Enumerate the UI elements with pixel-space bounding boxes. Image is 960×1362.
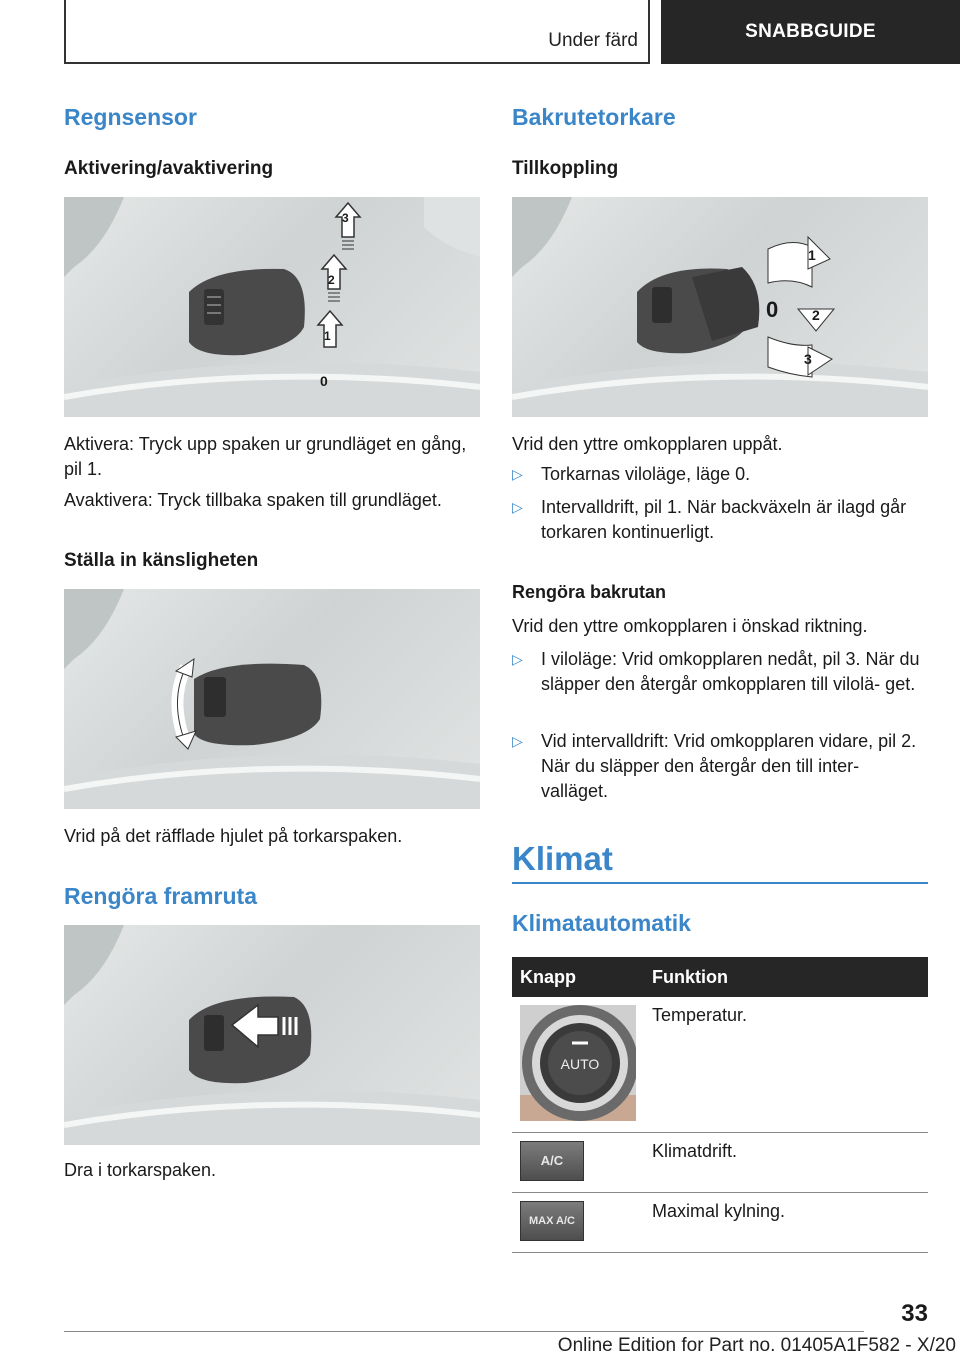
table-row xyxy=(512,997,928,1132)
header-tab-snabbguide[interactable]: SNABBGUIDE xyxy=(661,0,960,64)
rear-arrow-label-3: 3 xyxy=(804,351,812,367)
front-wash-lever-image xyxy=(64,925,480,1145)
footer-divider xyxy=(64,1331,864,1332)
rear-arrow-label-0: 0 xyxy=(766,297,779,322)
tillkoppling-heading: Tillkoppling xyxy=(512,158,619,179)
sensitivity-text: Vrid på det räfflade hjulet på torkarspaken. xyxy=(64,826,403,846)
aktivering-heading: Aktivering/avaktivering xyxy=(64,158,274,179)
rear-arrow-label-1: 1 xyxy=(808,247,816,263)
table-header-row xyxy=(512,957,928,997)
svg-text:AUTO: AUTO xyxy=(560,1056,600,1072)
max-ac-button-cell xyxy=(512,1192,644,1252)
arrow-label-3: 3 xyxy=(342,211,349,225)
arrow-label-0: 0 xyxy=(320,373,328,389)
page-number: 33 xyxy=(901,1300,928,1327)
climate-buttons-table xyxy=(512,957,928,1253)
bullet-triangle-icon: ▷ xyxy=(512,466,523,482)
rear-arrow-label-2: 2 xyxy=(812,307,820,323)
header-funktion: Funktion xyxy=(644,957,928,997)
regnsensor-title: Regnsensor xyxy=(64,104,197,130)
bullet-triangle-icon: ▷ xyxy=(512,499,523,515)
klimat-divider xyxy=(512,882,928,884)
auto-button-cell xyxy=(512,997,644,1132)
header-section-title: Under färd xyxy=(548,30,638,51)
dra-text: Dra i torkarspaken. xyxy=(64,1160,217,1180)
ac-button-icon: A/C xyxy=(520,1141,584,1181)
table-row xyxy=(512,1192,928,1252)
ac-button-cell xyxy=(512,1132,644,1192)
arrow-label-2: 2 xyxy=(328,273,335,287)
aktivera-text: Aktivera: Tryck upp spaken ur grundläget en gång, pil 1. xyxy=(64,434,467,479)
auto-knob-icon xyxy=(520,1005,636,1121)
vrid-uppat-text: Vrid den yttre omkopplaren uppåt. xyxy=(512,434,783,454)
bakrutetorkare-title: Bakrutetorkare xyxy=(512,104,676,130)
bullet-triangle-icon: ▷ xyxy=(512,651,523,667)
footer-edition: Online Edition for Part no. 01405A1F582 - X/20 xyxy=(557,1335,956,1356)
rengora-bakrutan-heading: Rengöra bakrutan xyxy=(512,582,667,602)
function-klimatdrift: Klimatdrift. xyxy=(644,1132,928,1192)
bullet-triangle-icon: ▷ xyxy=(512,733,523,749)
rear-wiper-switch-image xyxy=(512,197,928,417)
klimat-title: Klimat xyxy=(512,840,613,877)
rengora-framruta-title: Rengöra framruta xyxy=(64,883,257,909)
max-ac-button-icon: MAX A/C xyxy=(520,1201,584,1241)
avaktivera-text: Avaktivera: Tryck tillbaka spaken till grundläget. xyxy=(64,490,442,510)
kanslighet-heading: Ställa in känsligheten xyxy=(64,550,259,571)
vrid-riktning-text: Vrid den yttre omkopplaren i önskad riktning. xyxy=(512,616,868,636)
function-maximal-kylning: Maximal kylning. xyxy=(644,1192,928,1252)
arrow-label-1: 1 xyxy=(324,329,331,343)
header-knapp: Knapp xyxy=(512,957,644,997)
sensitivity-wheel-image xyxy=(64,589,480,809)
table-row xyxy=(512,1132,928,1192)
function-temperatur: Temperatur. xyxy=(644,997,928,1132)
klimatautomatik-title: Klimatautomatik xyxy=(512,910,691,936)
rain-sensor-lever-image xyxy=(64,197,480,417)
